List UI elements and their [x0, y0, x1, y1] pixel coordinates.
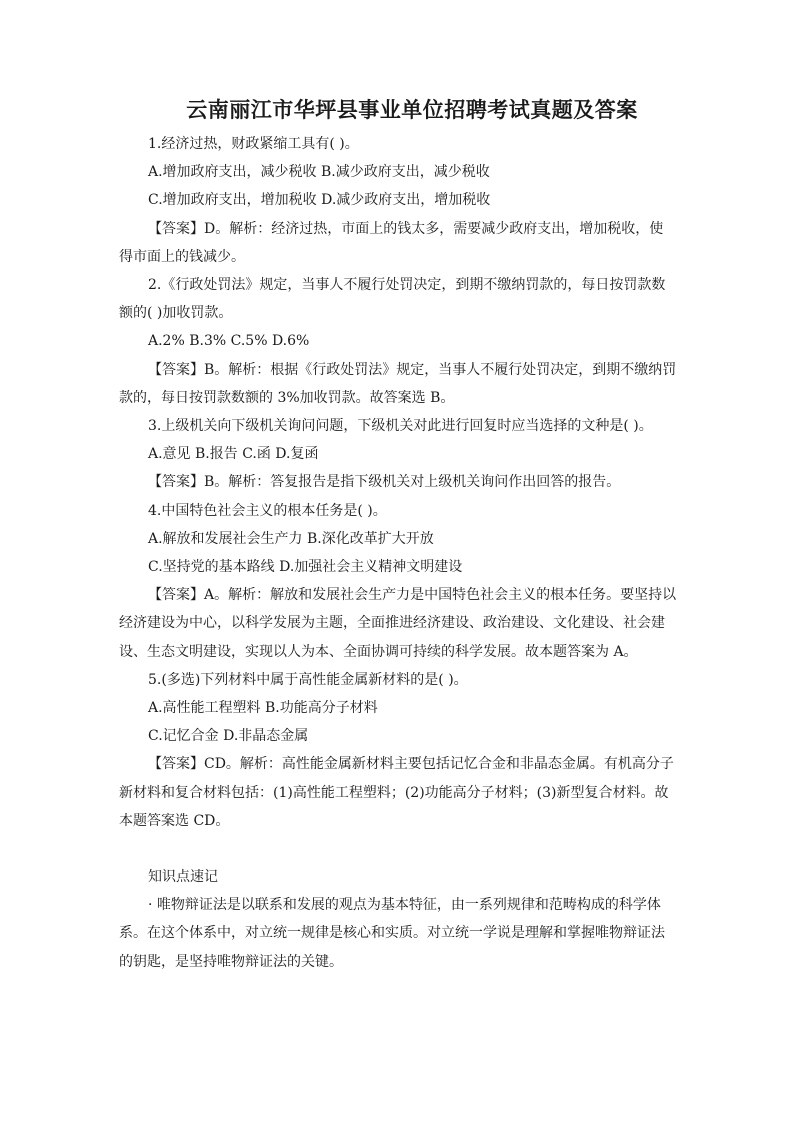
question-5: 5.(多选)下列材料中属于高性能金属新材料的是( )。 — [148, 671, 468, 688]
q3-answer: 【答案】B。解析：答复报告是指下级机关对上级机关询问作出回答的报告。 — [148, 474, 621, 491]
q1-options-ab: A.增加政府支出，减少税收 B.减少政府支出，减少税收 — [148, 164, 490, 181]
q5-options-cd: C.记忆合金 D.非晶态金属 — [148, 728, 309, 745]
q5-options-ab: A.高性能工程塑料 B.功能高分子材料 — [148, 700, 378, 717]
q1-options-cd: C.增加政府支出，增加税收 D.减少政府支出，增加税收 — [148, 192, 491, 209]
section-spacer — [119, 835, 677, 863]
document-title: 云南丽江市华坪县事业单位招聘考试真题及答案 — [186, 97, 638, 122]
question-1: 1.经济过热，财政紧缩工具有( )。 — [148, 136, 359, 152]
question-2: 2.《行政处罚法》规定，当事人不履行处罚决定，到期不缴纳罚款的，每日按罚款数额的( )加收罚款。 — [119, 277, 666, 322]
q1-answer: 【答案】D。解析：经济过热，市面上的钱太多，需要减少政府支出，增加税收，使得市面上的钱减少。 — [119, 220, 664, 265]
document-body — [119, 130, 677, 976]
knowledge-heading: 知识点速记 — [148, 869, 218, 886]
q5-answer: 【答案】CD。解析：高性能金属新材料主要包括记忆合金和非晶态金属。有机高分子新材料和复合材料包括：(1)高性能工程塑料；(2)功能高分子材料；(3)新型复合材料。故本题答案选 CD。 — [119, 756, 674, 829]
question-4: 4.中国特色社会主义的根本任务是( )。 — [148, 502, 387, 519]
q2-options: A.2% B.3% C.5% D.6% — [148, 333, 310, 350]
q3-options: A.意见 B.报告 C.函 D.复函 — [148, 446, 319, 463]
q2-answer: 【答案】B。解析：根据《行政处罚法》规定，当事人不履行处罚决定，到期不缴纳罚款的，每日按罚款数额的 3%加收罚款。故答案选 B。 — [119, 361, 677, 406]
q4-answer: 【答案】A。解析：解放和发展社会生产力是中国特色社会主义的根本任务。要坚持以经济建设为中心，以科学发展为主题，全面推进经济建设、政治建设、文化建设、社会建设、生态文明建设，实现以人为本、全面协调可持续的科学发展。故本题答案为 A。 — [119, 587, 677, 660]
q4-options-ab: A.解放和发展社会生产力 B.深化改革扩大开放 — [148, 530, 434, 547]
question-3: 3.上级机关向下级机关询问问题，下级机关对此进行回复时应当选择的文种是( )。 — [148, 418, 653, 435]
q4-options-cd: C.坚持党的基本路线 D.加强社会主义精神文明建设 — [148, 559, 463, 576]
knowledge-text: · 唯物辩证法是以联系和发展的观点为基本特征，由一系列规律和范畴构成的科学体系。在这个体系中，对立统一规律是核心和实质。对立统一学说是理解和掌握唯物辩证法的钥匙，是坚持唯物辩证法的关键。 — [119, 897, 665, 970]
